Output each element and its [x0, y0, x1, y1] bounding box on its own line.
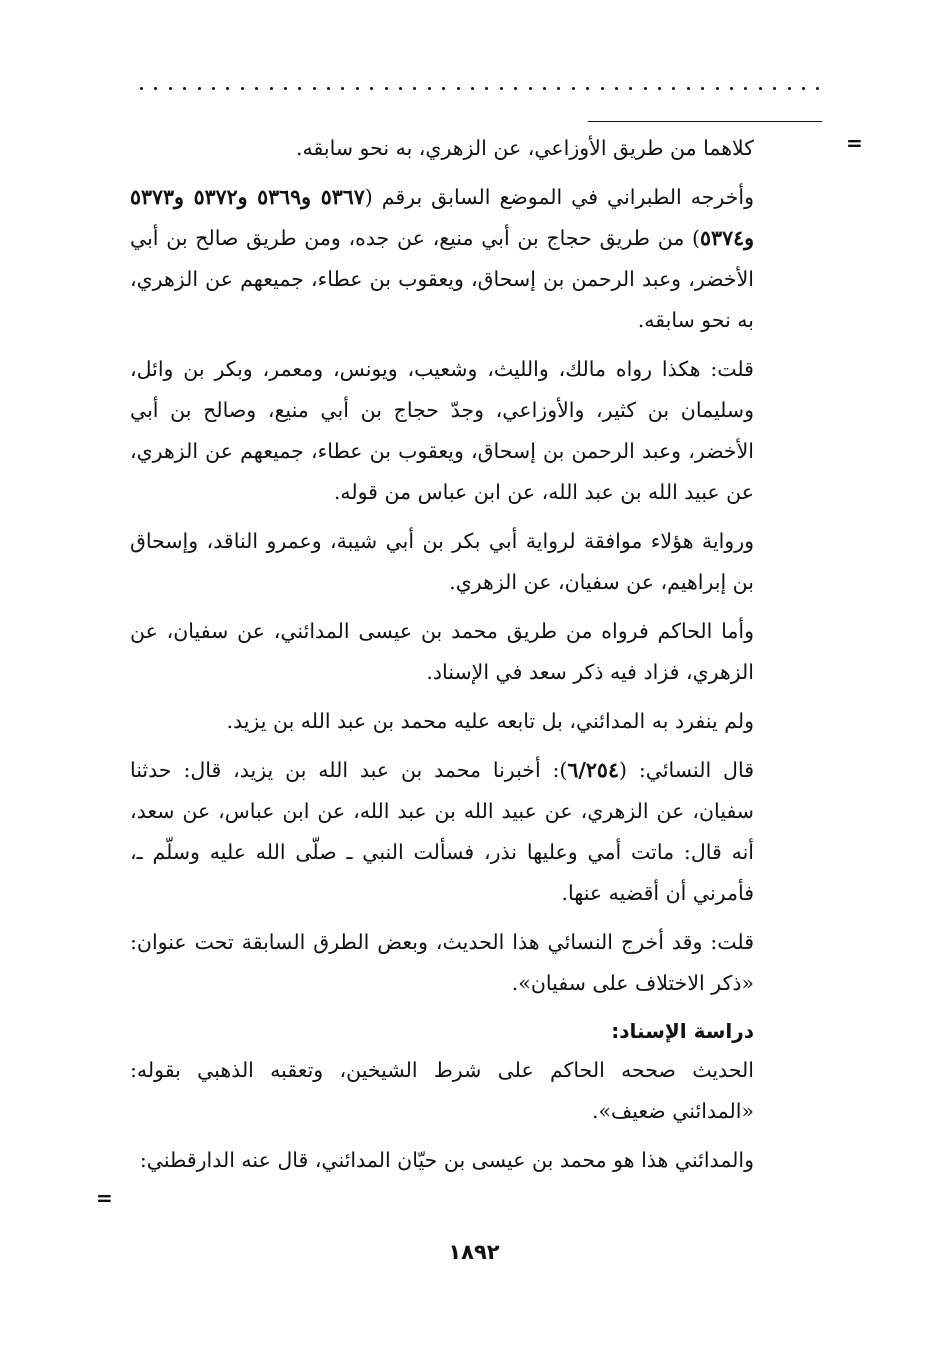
separator-dot: [457, 87, 460, 90]
section-heading-text: دراسة الإسناد: [619, 1019, 754, 1043]
separator-dot: [212, 87, 215, 90]
separator-dot: [385, 87, 388, 90]
separator-dot: [586, 87, 589, 90]
separator-dot: [572, 87, 575, 90]
separator-dot: [341, 87, 344, 90]
paragraph-3: قلت: هكذا رواه مالك، والليث، وشعيب، ويونس، ومعمر، وبكر بن وائل، وسليمان بن كثير، والأوزاعي، وجدّ حجاج بن أبي منيع، وصالح بن أبي الأخضر، وعبد الرحمن بن إسحاق، ويعقوب بن عطاء، جميعهم عن الزهري، عن عبيد الله بن عبد الله، عن ابن عباس من قوله.: [130, 357, 754, 504]
separator-dot: [514, 87, 517, 90]
separator-dot: [471, 87, 474, 90]
separator-dot: [255, 87, 258, 90]
dotted-separator: [140, 80, 820, 96]
study-paragraph-1: الحديث صححه الحاكم على شرط الشيخين، وتعقبه الذهبي بقوله: «المدائني ضعيف».: [130, 1058, 754, 1123]
separator-dot: [500, 87, 503, 90]
separator-dot: [140, 87, 143, 90]
separator-dot: [313, 87, 316, 90]
separator-dot: [183, 87, 186, 90]
section-heading-colon: :: [611, 1019, 620, 1043]
page-number: ١٨٩٢: [448, 1240, 500, 1264]
separator-dot: [744, 87, 747, 90]
separator-dot: [154, 87, 157, 90]
separator-dot: [615, 87, 618, 90]
study-paragraph-2: والمدائني هذا هو محمد بن عيسى بن حيّان المدائني، قال عنه الدارقطني:: [139, 1148, 754, 1172]
separator-dot: [601, 87, 604, 90]
section-heading: [130, 1012, 754, 1050]
separator-dot: [759, 87, 762, 90]
separator-dot: [428, 87, 431, 90]
separator-dot: [543, 87, 546, 90]
separator-dot: [773, 87, 776, 90]
paragraph-2-numbers: ٥٣٦٧ و٥٣٦٩ و٥٣٧٢ و٥٣٧٣ و٥٣٧٤: [130, 185, 754, 250]
paragraph-2-text-b: ) من طريق حجاج بن أبي منيع، عن جده، ومن طريق صالح بن أبي الأخضر، وعبد الرحمن بن إسحاق، ويعقوب بن عطاء، جميعهم عن الزهري، به نحو سابقه.: [130, 226, 754, 332]
separator-dot: [413, 87, 416, 90]
footnote-rule: [588, 121, 822, 122]
continuation-marker-top: =: [846, 131, 863, 155]
separator-dot: [198, 87, 201, 90]
separator-dot: [730, 87, 733, 90]
paragraph-8: قلت: وقد أخرج النسائي هذا الحديث، وبعض الطرق السابقة تحت عنوان: «ذكر الاختلاف على سفيان».: [130, 930, 754, 995]
paragraph-4: ورواية هؤلاء موافقة لرواية أبي بكر بن أبي شيبة، وعمرو الناقد، وإسحاق بن إبراهيم، عن سفيان، عن الزهري.: [130, 529, 754, 594]
separator-dot: [716, 87, 719, 90]
paragraph-5: وأما الحاكم فرواه من طريق محمد بن عيسى المدائني، عن سفيان، عن الزهري، فزاد فيه ذكر سعد في الإسناد.: [130, 619, 754, 684]
separator-dot: [687, 87, 690, 90]
separator-dot: [529, 87, 532, 90]
page-body: [130, 128, 754, 1189]
separator-dot: [442, 87, 445, 90]
paragraph-7: [130, 750, 754, 914]
separator-dot: [629, 87, 632, 90]
separator-dot: [672, 87, 675, 90]
paragraph-2-text-a: وأخرجه الطبراني في الموضع السابق برقم (: [364, 185, 754, 209]
separator-dot: [356, 87, 359, 90]
continuation-marker-bottom: =: [96, 1186, 113, 1210]
separator-dot: [399, 87, 402, 90]
paragraph-1: كلاهما من طريق الأوزاعي، عن الزهري، به نحو سابقه.: [296, 136, 754, 160]
paragraph-2: [130, 177, 754, 341]
paragraph-7-text-b: ): أخبرنا محمد بن عبد الله بن يزيد، قال: حدثنا سفيان، عن الزهري، عن عبيد الله بن عبد الله، عن ابن عباس، عن سعد، أنه قال: ماتت أمي وعليها نذر، فسألت النبي ـ صلّى الله عليه وسلّم ـ، فأمرني أن أقضيه عنها.: [130, 758, 754, 905]
separator-dot: [788, 87, 791, 90]
separator-dot: [658, 87, 661, 90]
paragraph-7-text-a: قال النسائي: (: [618, 758, 754, 782]
separator-dot: [485, 87, 488, 90]
paragraph-7-reference: ٦/٢٥٤: [567, 758, 619, 782]
separator-dot: [241, 87, 244, 90]
paragraph-6: ولم ينفرد به المدائني، بل تابعه عليه محمد بن عبد الله بن يزيد.: [226, 709, 754, 733]
separator-dot: [169, 87, 172, 90]
separator-dot: [226, 87, 229, 90]
separator-dot: [298, 87, 301, 90]
separator-dot: [370, 87, 373, 90]
separator-dot: [802, 87, 805, 90]
separator-dot: [284, 87, 287, 90]
separator-dot: [270, 87, 273, 90]
separator-dot: [327, 87, 330, 90]
separator-dot: [701, 87, 704, 90]
separator-dot: [816, 87, 819, 90]
separator-dot: [644, 87, 647, 90]
separator-dot: [557, 87, 560, 90]
